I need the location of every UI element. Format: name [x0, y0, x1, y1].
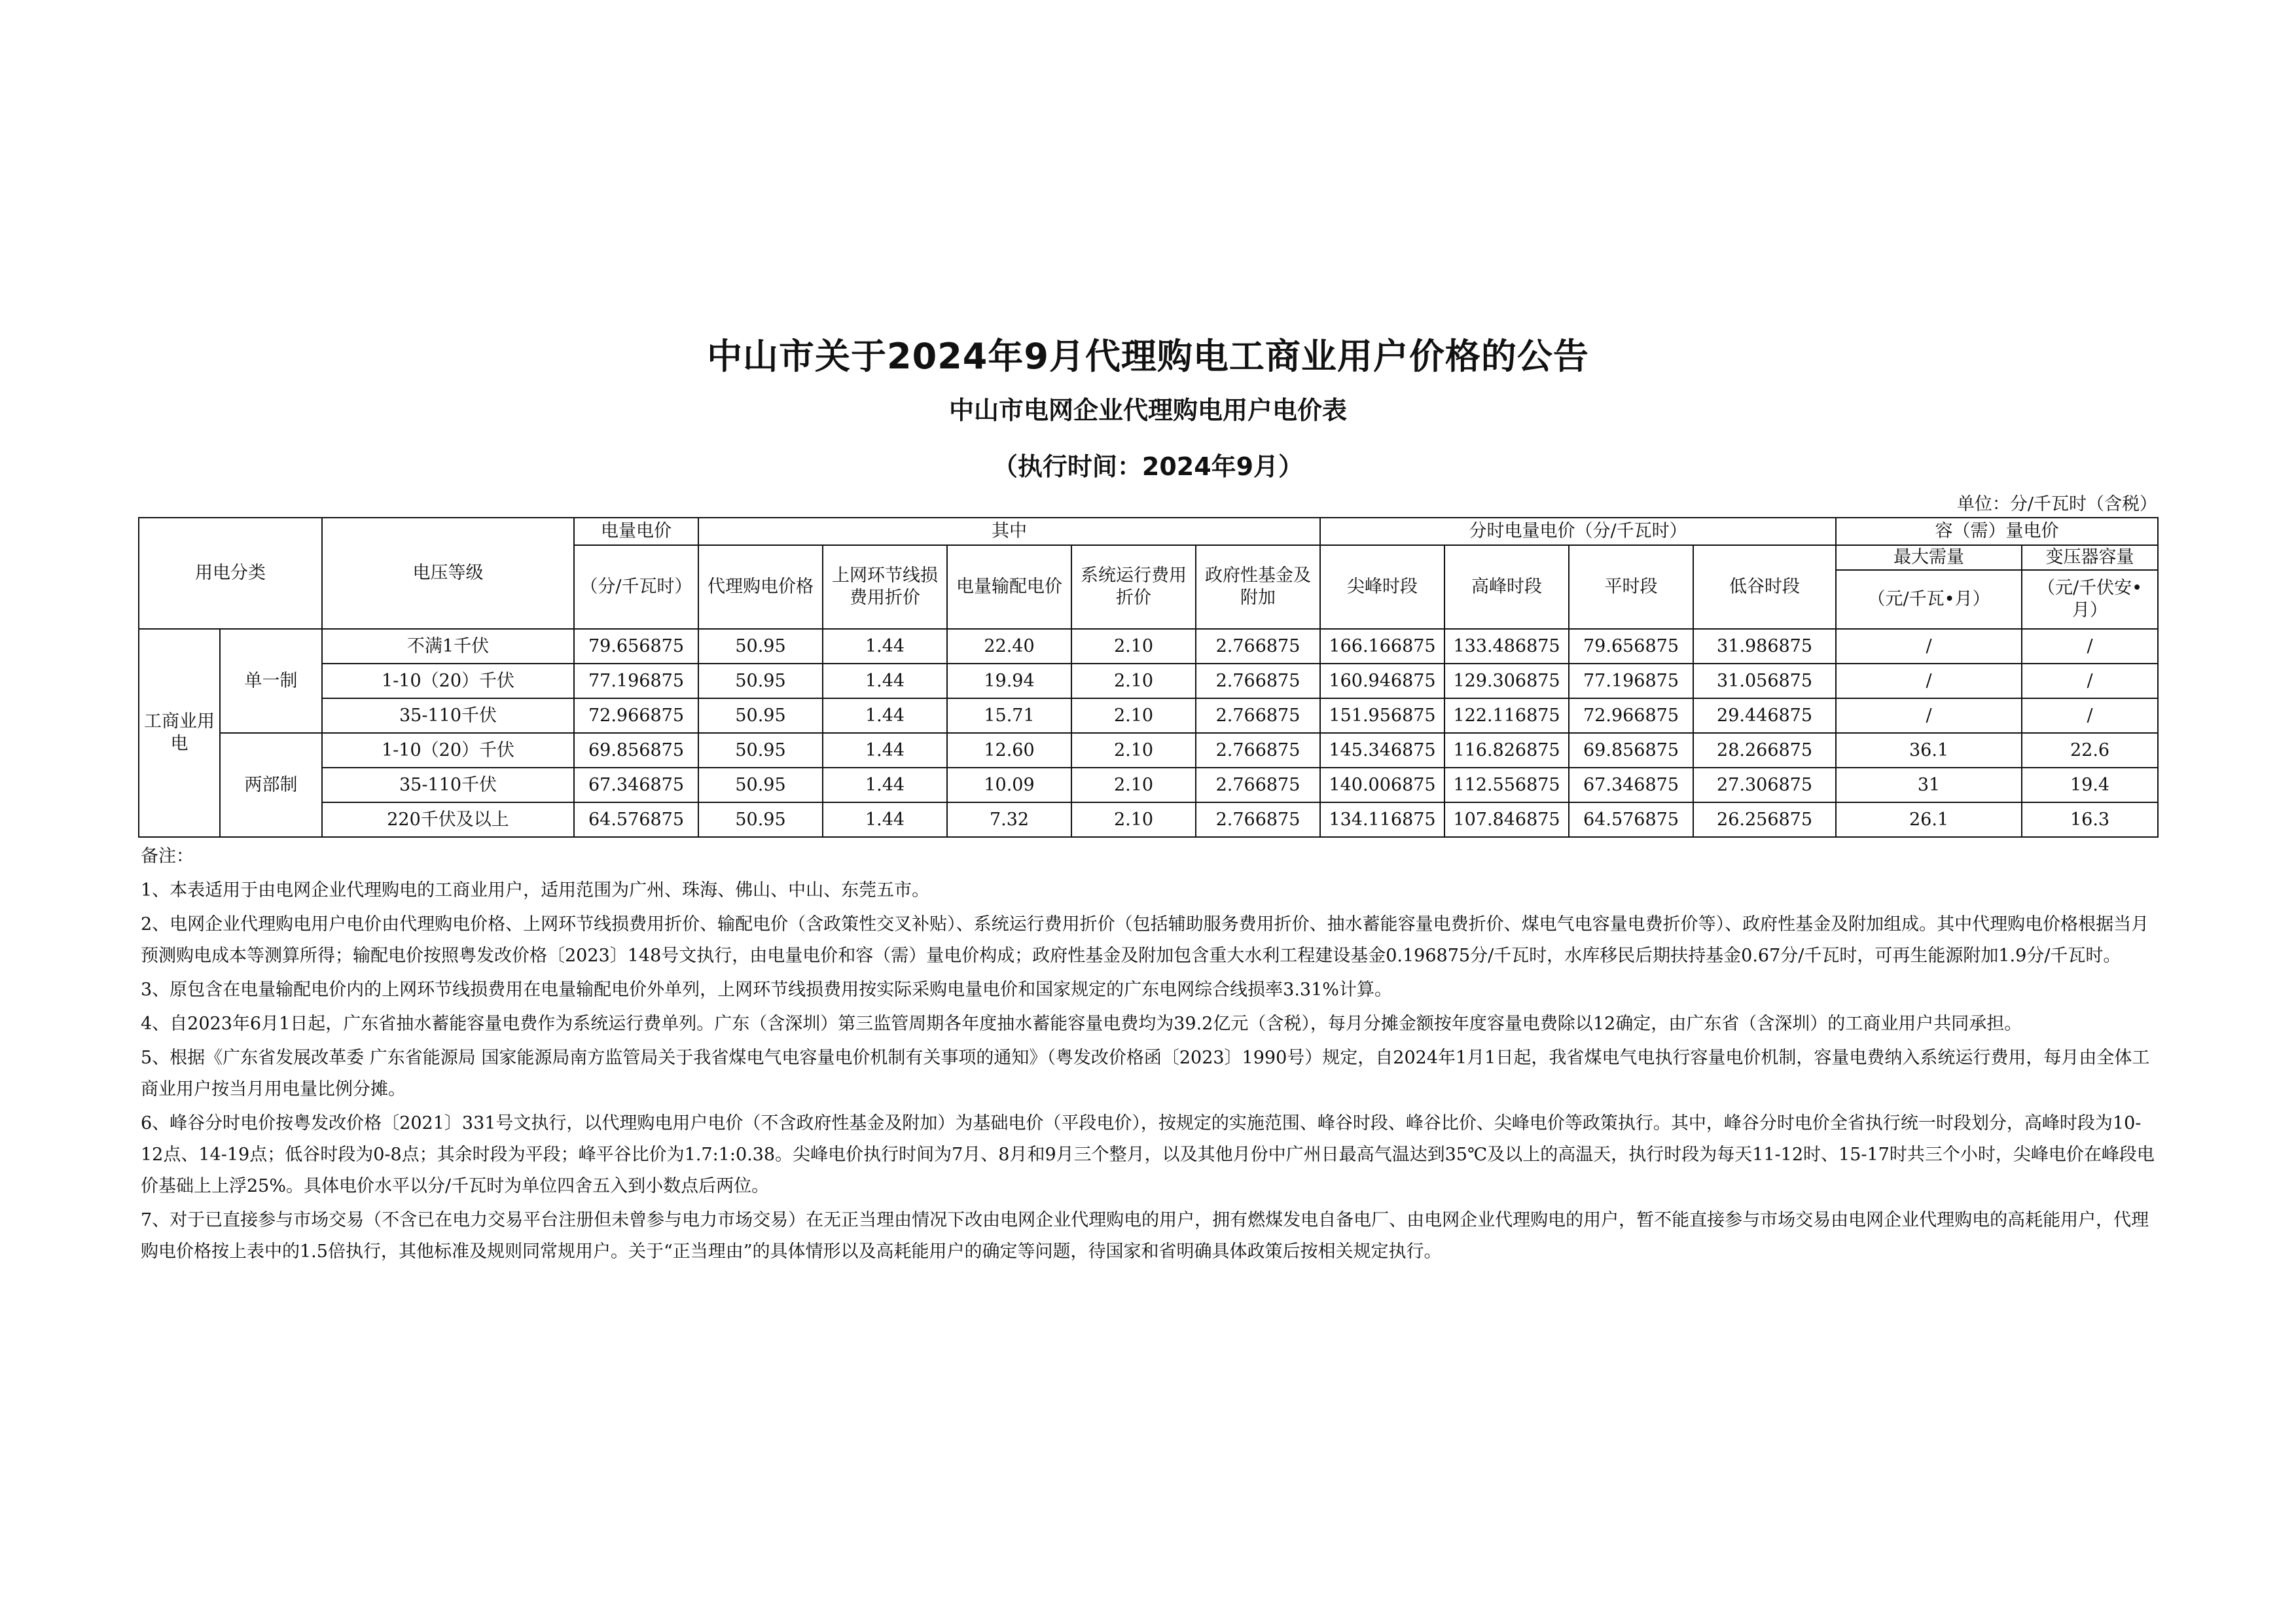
cell-loss: 1.44: [823, 698, 947, 733]
cell-gov: 2.766875: [1196, 733, 1320, 768]
cell-energy: 64.576875: [574, 802, 698, 837]
cell-flat: 77.196875: [1569, 664, 1693, 698]
cell-system: 2.10: [1071, 698, 1196, 733]
cell-peak: 133.486875: [1444, 629, 1569, 664]
header-row-1: [139, 518, 2158, 545]
cell-system: 2.10: [1071, 629, 1196, 664]
header-energy-price-unit: （分/千瓦时）: [574, 545, 698, 629]
cell-demand: 26.1: [1836, 802, 2022, 837]
cell-peak-top: 166.166875: [1320, 629, 1444, 664]
header-gov-fund: 政府性基金及附加: [1196, 545, 1320, 629]
cell-proxy: 50.95: [698, 664, 823, 698]
note-item: 3、原包含在电量输配电价内的上网环节线损费用在电量输配电价外单列，上网环节线损费用按实际采购电量电价和国家规定的广东电网综合线损率3.31%计算。: [141, 980, 1392, 1000]
group-label: 工商业用电: [139, 629, 220, 837]
cell-proxy: 50.95: [698, 768, 823, 802]
cell-transformer: /: [2022, 698, 2158, 733]
cell-system: 2.10: [1071, 733, 1196, 768]
cell-gov: 2.766875: [1196, 629, 1320, 664]
cell-energy: 67.346875: [574, 768, 698, 802]
page-title: 中山市关于2024年9月代理购电工商业用户价格的公告: [707, 336, 1589, 377]
cell-proxy: 50.95: [698, 802, 823, 837]
cell-transmission: 22.40: [947, 629, 1071, 664]
table-row: [139, 629, 2158, 664]
cell-transmission: 19.94: [947, 664, 1071, 698]
cell-flat: 79.656875: [1569, 629, 1693, 664]
cell-voltage: 220千伏及以上: [322, 802, 574, 837]
cell-peak: 122.116875: [1444, 698, 1569, 733]
cell-voltage: 35-110千伏: [322, 768, 574, 802]
header-max-demand-unit: （元/千瓦•月）: [1836, 570, 2022, 629]
table-subtitle: 中山市电网企业代理购电用户电价表: [948, 396, 1347, 425]
cell-valley: 28.266875: [1693, 733, 1836, 768]
cell-valley: 27.306875: [1693, 768, 1836, 802]
cell-peak: 129.306875: [1444, 664, 1569, 698]
cell-transmission: 10.09: [947, 768, 1071, 802]
cell-flat: 69.856875: [1569, 733, 1693, 768]
cell-system: 2.10: [1071, 802, 1196, 837]
table-row: [139, 733, 2158, 768]
cell-demand: /: [1836, 664, 2022, 698]
cell-valley: 31.056875: [1693, 664, 1836, 698]
execution-time: （执行时间：2024年9月）: [992, 452, 1304, 481]
table-row: [139, 768, 2158, 802]
cell-gov: 2.766875: [1196, 802, 1320, 837]
cell-valley: 26.256875: [1693, 802, 1836, 837]
cell-demand: 36.1: [1836, 733, 2022, 768]
cell-valley: 31.986875: [1693, 629, 1836, 664]
header-proxy-price: 代理购电价格: [698, 545, 823, 629]
header-system-cost: 系统运行费用折价: [1071, 545, 1196, 629]
header-voltage: 电压等级: [322, 518, 574, 629]
cell-gov: 2.766875: [1196, 768, 1320, 802]
table-row: [139, 802, 2158, 837]
cell-energy: 72.966875: [574, 698, 698, 733]
header-valley: 低谷时段: [1693, 545, 1836, 629]
cell-system: 2.10: [1071, 664, 1196, 698]
cell-transformer: 16.3: [2022, 802, 2158, 837]
cell-energy: 77.196875: [574, 664, 698, 698]
notes-section: [141, 841, 2157, 1270]
cell-flat: 64.576875: [1569, 802, 1693, 837]
header-max-demand: 最大需量: [1836, 545, 2022, 570]
sub-category-two-part: 两部制: [220, 733, 322, 837]
cell-demand: 31: [1836, 768, 2022, 802]
cell-flat: 72.966875: [1569, 698, 1693, 733]
cell-voltage: 35-110千伏: [322, 698, 574, 733]
cell-transmission: 7.32: [947, 802, 1071, 837]
cell-energy: 79.656875: [574, 629, 698, 664]
header-flat: 平时段: [1569, 545, 1693, 629]
cell-transformer: /: [2022, 664, 2158, 698]
cell-demand: /: [1836, 629, 2022, 664]
notes-title: 备注：: [141, 846, 194, 866]
cell-peak-top: 151.956875: [1320, 698, 1444, 733]
cell-voltage: 不满1千伏: [322, 629, 574, 664]
cell-peak: 112.556875: [1444, 768, 1569, 802]
cell-voltage: 1-10（20）千伏: [322, 733, 574, 768]
header-peak-top: 尖峰时段: [1320, 545, 1444, 629]
note-item: 6、峰谷分时电价按粤发改价格〔2021〕331号文执行，以代理购电用户电价（不含政府性基金及附加）为基础电价（平段电价），按规定的实施范围、峰谷时段、峰谷比价、尖峰电价等政策执行。其中，峰谷分时电价全省执行统一时段划分，高峰时段为10-12点、14-19点；低谷时段为0-8点；其余时段为平段；峰平谷比价为1.7:1:0.38。尖峰电价执行时间为7月、8月和9月三个整月，以及其他月份中广州日最高气温达到35℃及以上的高温天，执行时段为每天11-12时、15-17时共三个小时，尖峰电价在峰段电价基础上上浮25%。具体电价水平以分/千瓦时为单位四舍五入到小数点后两位。: [141, 1113, 2155, 1196]
cell-peak-top: 134.116875: [1320, 802, 1444, 837]
cell-demand: /: [1836, 698, 2022, 733]
cell-flat: 67.346875: [1569, 768, 1693, 802]
cell-valley: 29.446875: [1693, 698, 1836, 733]
header-transmission: 电量输配电价: [947, 545, 1071, 629]
header-energy-price: 电量电价: [574, 518, 698, 545]
cell-peak-top: 140.006875: [1320, 768, 1444, 802]
cell-peak-top: 145.346875: [1320, 733, 1444, 768]
sub-category-single: 单一制: [220, 629, 322, 733]
cell-loss: 1.44: [823, 664, 947, 698]
cell-gov: 2.766875: [1196, 698, 1320, 733]
note-item: 2、电网企业代理购电用户电价由代理购电价格、上网环节线损费用折价、输配电价（含政策性交叉补贴）、系统运行费用折价（包括辅助服务费用折价、抽水蓄能容量电费折价、煤电气电容量电费折价等）、政府性基金及附加组成。其中代理购电价格根据当月预测购电成本等测算所得；输配电价按照粤发改价格〔2023〕148号文执行，由电量电价和容（需）量电价构成；政府性基金及附加包含重大水利工程建设基金0.196875分/千瓦时，水库移民后期扶持基金0.67分/千瓦时，可再生能源附加1.9分/千瓦时。: [141, 914, 2149, 966]
cell-loss: 1.44: [823, 768, 947, 802]
header-transformer-unit: （元/千伏安•月）: [2022, 570, 2158, 629]
header-transformer: 变压器容量: [2022, 545, 2158, 570]
note-item: 7、对于已直接参与市场交易（不含已在电力交易平台注册但未曾参与电力市场交易）在无正当理由情况下改由电网企业代理购电的用户，拥有燃煤发电自备电厂、由电网企业代理购电的用户，暂不能直接参与市场交易由电网企业代理购电的高耗能用户，代理购电价格按上表中的1.5倍执行，其他标准及规则同常规用户。关于“正当理由”的具体情形以及高耗能用户的确定等问题，待国家和省明确具体政策后按相关规定执行。: [141, 1210, 2149, 1262]
header-tou: 分时电量电价（分/千瓦时）: [1320, 518, 1836, 545]
table-row: [139, 698, 2158, 733]
cell-transformer: 19.4: [2022, 768, 2158, 802]
cell-loss: 1.44: [823, 733, 947, 768]
cell-peak: 116.826875: [1444, 733, 1569, 768]
cell-proxy: 50.95: [698, 629, 823, 664]
note-item: 4、自2023年6月1日起，广东省抽水蓄能容量电费作为系统运行费单列。广东（含深圳）第三监管周期各年度抽水蓄能容量电费均为39.2亿元（含税），每月分摊金额按年度容量电费除以12确定，由广东省（含深圳）的工商业用户共同承担。: [141, 1014, 2022, 1034]
header-category: 用电分类: [139, 518, 322, 629]
cell-system: 2.10: [1071, 768, 1196, 802]
cell-loss: 1.44: [823, 802, 947, 837]
cell-voltage: 1-10（20）千伏: [322, 664, 574, 698]
header-peak: 高峰时段: [1444, 545, 1569, 629]
cell-gov: 2.766875: [1196, 664, 1320, 698]
header-capacity: 容（需）量电价: [1836, 518, 2158, 545]
header-loss-price: 上网环节线损费用折价: [823, 545, 947, 629]
cell-proxy: 50.95: [698, 698, 823, 733]
cell-transmission: 15.71: [947, 698, 1071, 733]
cell-transformer: 22.6: [2022, 733, 2158, 768]
cell-energy: 69.856875: [574, 733, 698, 768]
cell-proxy: 50.95: [698, 733, 823, 768]
cell-loss: 1.44: [823, 629, 947, 664]
cell-peak-top: 160.946875: [1320, 664, 1444, 698]
cell-transmission: 12.60: [947, 733, 1071, 768]
cell-peak: 107.846875: [1444, 802, 1569, 837]
header-among: 其中: [698, 518, 1320, 545]
cell-transformer: /: [2022, 629, 2158, 664]
table-row: [139, 664, 2158, 698]
unit-label: 单位：分/千瓦时（含税）: [1956, 494, 2157, 514]
price-table: [138, 517, 2159, 838]
note-item: 5、根据《广东省发展改革委 广东省能源局 国家能源局南方监管局关于我省煤电气电容量电价机制有关事项的通知》（粤发改价格函〔2023〕1990号）规定，自2024年1月1日起，我省煤电气电执行容量电价机制，容量电费纳入系统运行费用，每月由全体工商业用户按当月用电量比例分摊。: [141, 1048, 2150, 1099]
note-item: 1、本表适用于由电网企业代理购电的工商业用户，适用范围为广州、珠海、佛山、中山、东莞五市。: [141, 880, 930, 901]
